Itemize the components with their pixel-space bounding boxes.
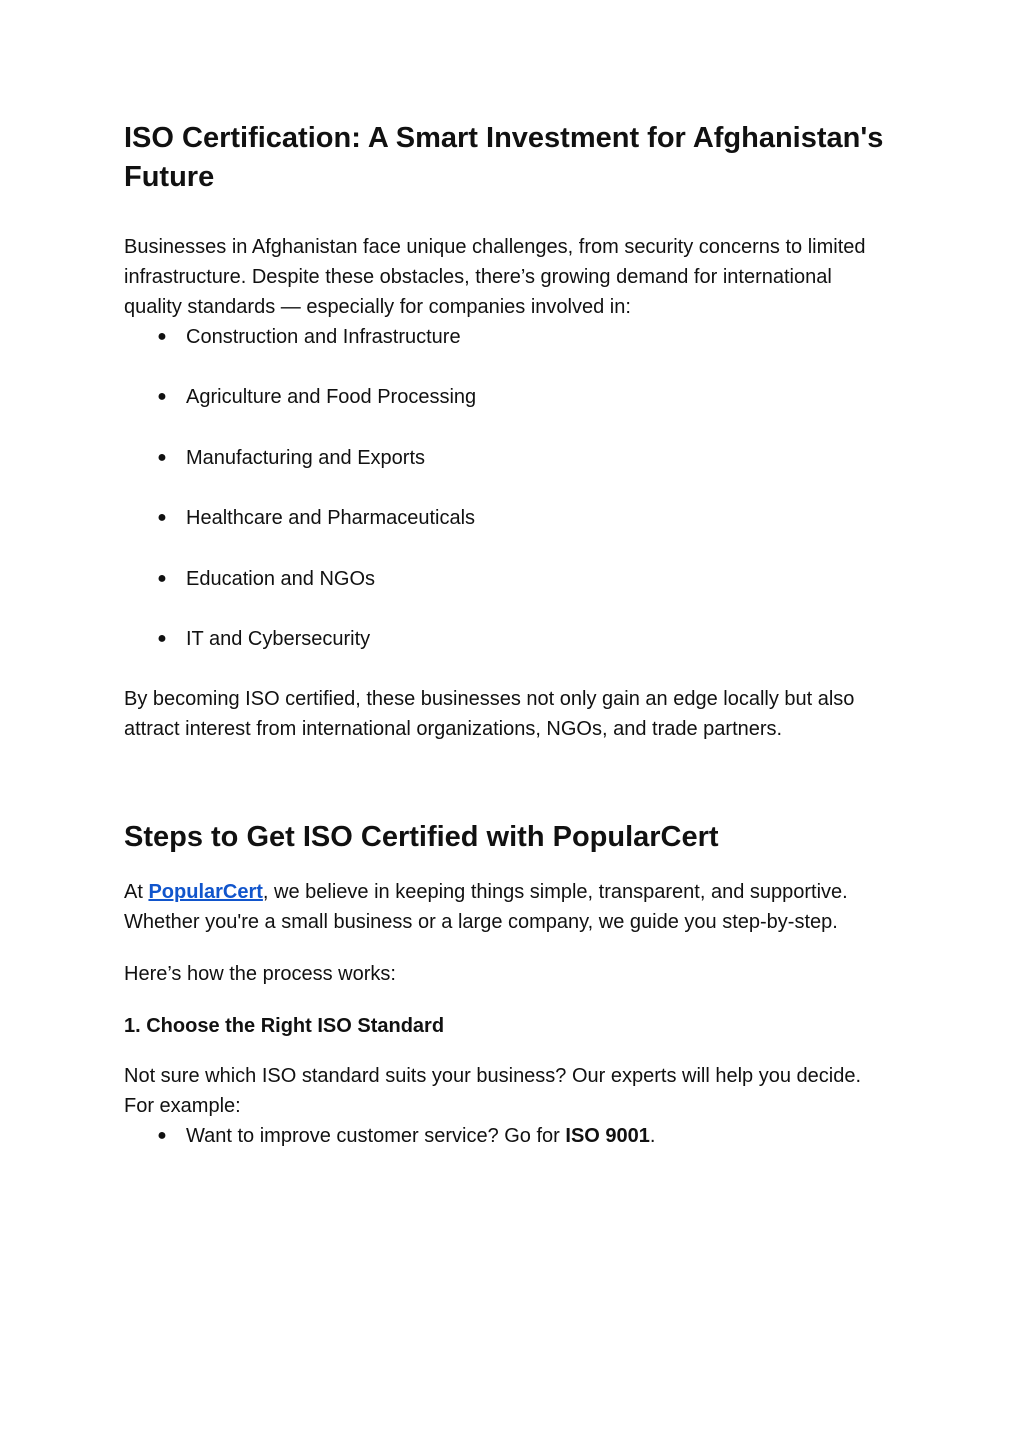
examples-list	[124, 1121, 904, 1151]
list-item	[124, 322, 904, 352]
bullet-icon: ●	[157, 569, 167, 587]
list-item-text: Healthcare and Pharmaceuticals	[186, 507, 476, 530]
list-item-text: IT and Cybersecurity	[186, 627, 371, 650]
list-item-text: Construction and Infrastructure	[186, 326, 461, 348]
popularcert-link[interactable]: PopularCert	[148, 881, 263, 904]
list-item-text: Manufacturing and Exports	[186, 446, 426, 469]
list-item-text: Education and NGOs	[186, 567, 375, 590]
bullet-icon: ●	[157, 328, 167, 345]
outro-paragraph: By becoming ISO certified, these businesses not only gain an edge locally but also attract interest from international organizations, NGOs, and trade partners.	[124, 688, 855, 741]
popularcert-suffix: , we believe in keeping things simple, transparent, and supportive. Whether you're a small business or a large company, we guide you step-by-step.	[124, 881, 848, 934]
document-title: ISO Certification: A Smart Investment for Afghanistan's Future	[124, 122, 884, 193]
bullet-icon: ●	[157, 388, 167, 406]
industries-list	[124, 322, 904, 654]
bullet-icon: ●	[157, 629, 167, 647]
popularcert-prefix: At	[124, 881, 149, 904]
list-item	[124, 443, 904, 473]
list-item	[124, 564, 904, 594]
example-prefix: Want to improve customer service? Go for	[186, 1125, 566, 1148]
bullet-icon: ●	[157, 509, 167, 527]
list-item	[124, 624, 904, 654]
example-standard: ISO 9001	[565, 1125, 650, 1148]
popularcert-paragraph	[124, 877, 884, 937]
intro-paragraph: Businesses in Afghanistan face unique challenges, from security concerns to limited infrastructure. Despite these obstacles, there’s growing demand for international quality standards — especially for companies involved in:	[124, 236, 866, 318]
process-intro: Here’s how the process works:	[124, 963, 396, 986]
bullet-icon: ●	[157, 448, 167, 466]
list-item	[124, 503, 904, 533]
step1-heading: 1. Choose the Right ISO Standard	[124, 1015, 445, 1038]
example-suffix: .	[649, 1125, 656, 1148]
bullet-icon: ●	[157, 1127, 167, 1145]
list-item	[124, 382, 904, 412]
list-item-text: Agriculture and Food Processing	[186, 386, 477, 409]
list-item	[124, 1121, 904, 1151]
step1-paragraph: Not sure which ISO standard suits your business? Our experts will help you decide. For example:	[124, 1065, 862, 1118]
steps-heading: Steps to Get ISO Certified with PopularCert	[124, 821, 719, 854]
